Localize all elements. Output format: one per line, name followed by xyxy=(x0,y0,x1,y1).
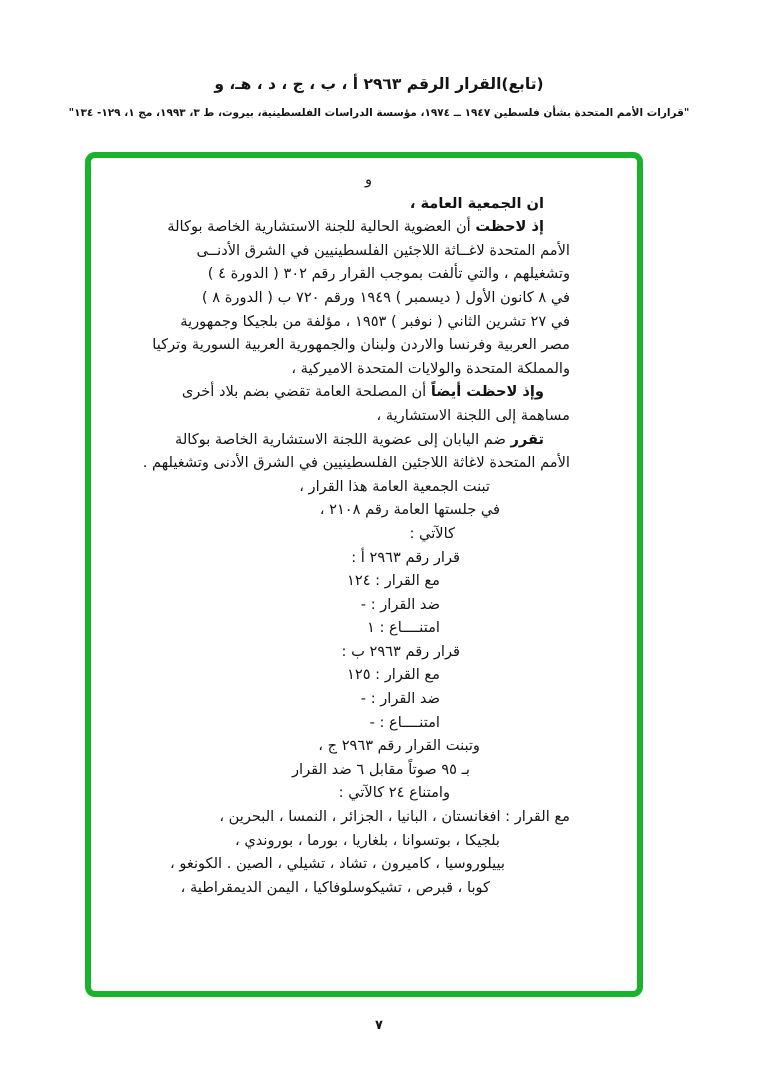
document-line: والمملكة المتحدة والولايات المتحدة الاميركية ، xyxy=(291,359,570,377)
document-line: بـ ٩٥ صوتاً مقابل ٦ ضد القرار xyxy=(291,760,470,778)
document-body-text xyxy=(97,168,570,899)
document-line: امتنــــاع : ١ xyxy=(367,619,440,637)
document-line: تبنت الجمعية العامة هذا القرار ، xyxy=(299,477,490,495)
green-highlight-border-box xyxy=(85,152,643,997)
document-line: كوبا ، قبرص ، تشيكوسلوفاكيا ، اليمن الديمقراطية ، xyxy=(180,878,490,896)
document-line: وامتناع ٢٤ كالآتي : xyxy=(338,784,450,802)
document-line: قرار رقم ٢٩٦٣ ب : xyxy=(341,642,460,660)
header-source-citation: "قرارات الأمم المتحدة بشأن فلسطين ١٩٤٧ ــ ١٩٧٤، مؤسسة الدراسات الفلسطينية، بيروت، ط ٣، ١٩٩٣، مج ١، ١٢٩- ١٣٤" xyxy=(68,107,690,119)
document-line: و xyxy=(364,171,373,188)
document-line: مساهمة إلى اللجنة الاستشارية ، xyxy=(376,406,570,424)
document-line: في جلستها العامة رقم ٢١٠٨ ، xyxy=(319,501,500,519)
document-line: بلجيكا ، بوتسوانا ، بلغاريا ، بورما ، بوروندي ، xyxy=(235,831,500,849)
document-line: مصر العربية وفرنسا والاردن ولبنان والجمهورية العربية السورية وتركيا xyxy=(152,336,570,354)
document-line: في ٢٧ تشرين الثاني ( نوفبر ) ١٩٥٣ ، مؤلفة من بلجيكا وجمهورية xyxy=(180,312,570,330)
document-line: مع القرار : ١٢٥ xyxy=(347,666,440,684)
document-line: كالآتي : xyxy=(409,524,455,542)
document-line: مع القرار : افغانستان ، البانيا ، الجزائر ، النمسا ، البحرين ، xyxy=(219,808,570,826)
document-line: تقرر ضم اليابان إلى عضوية اللجنة الاستشارية الخاصة بوكالة xyxy=(175,430,544,448)
document-line: ان الجمعية العامة ، xyxy=(409,194,544,212)
document-line: الأمم المتحدة لاغاثة اللاجئين الفلسطينيين في الشرق الأدنى وتشغيلهم . xyxy=(142,454,570,472)
document-line: ضد القرار : - xyxy=(360,690,440,708)
document-line: إذ لاحظت أن العضوية الحالية للجنة الاستشارية الخاصة بوكالة xyxy=(167,218,544,236)
document-line: وإذ لاحظت أيضاً أن المصلحة العامة تقضي بضم بلاد أخرى xyxy=(181,383,544,401)
header-resolution-title: (تابع)القرار الرقم ٢٩٦٣ أ ، ب ، ج ، د ، هـ، و xyxy=(214,75,544,93)
document-line: وتشغيلهم ، والتي تألفت بموجب القرار رقم ٣٠٢ ( الدورة ٤ ) xyxy=(207,265,570,283)
document-line: بييلوروسيا ، كاميرون ، تشاد ، تشيلي ، الصين . الكونغو ، xyxy=(170,855,505,873)
document-line: وتبنت القرار رقم ٢٩٦٣ ج ، xyxy=(318,737,480,755)
document-line: الأمم المتحدة لاغــاثة اللاجئين الفلسطينيين في الشرق الأدنــى xyxy=(196,241,570,259)
document-line: قرار رقم ٢٩٦٣ أ : xyxy=(351,548,460,566)
page-number: ٧ xyxy=(375,1018,383,1033)
document-line: ضد القرار : - xyxy=(360,595,440,613)
document-line: مع القرار : ١٢٤ xyxy=(347,572,440,590)
document-line: في ٨ كانون الأول ( ديسمبر ) ١٩٤٩ ورقم ٧٢٠ ب ( الدورة ٨ ) xyxy=(201,288,570,306)
document-line: امتنــــاع : - xyxy=(369,713,440,731)
